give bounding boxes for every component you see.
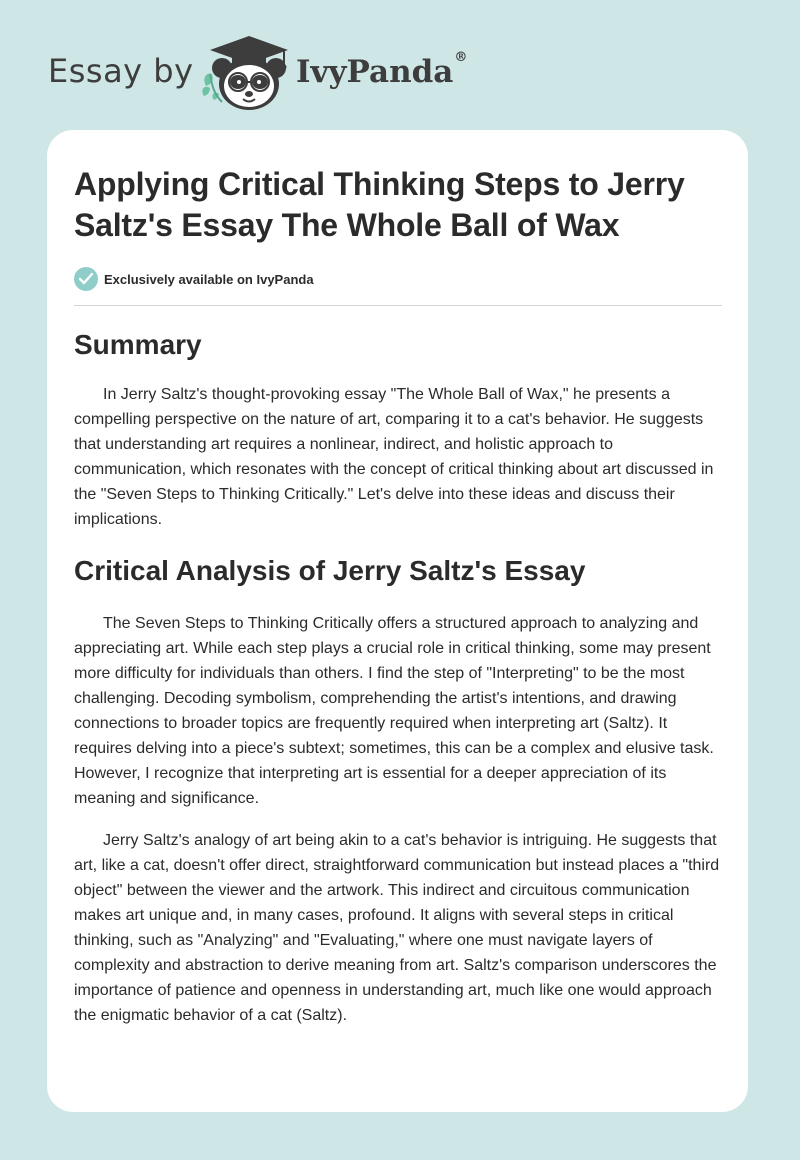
essay-title: Applying Critical Thinking Steps to Jerry Saltz's Essay The Whole Ball of Wax	[74, 166, 685, 243]
exclusive-badge	[74, 266, 722, 292]
paragraph: In Jerry Saltz's thought-provoking essay "The Whole Ball of Wax," he presents a compelling perspective on the nature of art, comparing it to a cat's behavior. He suggests that understanding art requires a nonlinear, indirect, and holistic approach to communication, which resonates with the concept of critical thinking about art discussed in the "Seven Steps to Thinking Critically." Let's delve into these ideas and discuss their implications.	[74, 386, 714, 528]
ivypanda-logo-icon[interactable]	[200, 34, 298, 112]
section-heading-summary: Summary	[74, 329, 202, 360]
brand-name[interactable]	[296, 50, 468, 90]
site-header	[48, 30, 748, 110]
paragraph: Jerry Saltz's analogy of art being akin to a cat's behavior is intriguing. He suggests that art, like a cat, doesn't offer direct, straightforward communication but instead places a "third object" between the viewer and the artwork. This indirect and circuitous communication makes art unique and, in many cases, profound. It aligns with several steps in critical thinking, such as "Analyzing" and "Evaluating," where one must navigate layers of complexity and abstraction to derive meaning from art. Saltz's comparison underscores the importance of patience and openness in understanding art, much like one would approach the enigmatic behavior of a cat (Saltz).	[74, 832, 720, 1024]
paragraph: The Seven Steps to Thinking Critically offers a structured approach to analyzing and appreciating art. While each step plays a crucial role in critical thinking, some may present more difficulty for individuals than others. I find the step of "Interpreting" to be the most challenging. Decoding symbolism, comprehending the artist's intentions, and drawing connections to broader topics are frequently required when interpreting art (Saltz). It requires delving into a piece's subtext; sometimes, this can be a complex and elusive task. However, I recognize that interpreting art is essential for a deeper appreciation of its meaning and significance.	[74, 615, 714, 807]
registered-mark: ®	[454, 50, 468, 65]
essay-card	[47, 130, 748, 1112]
essay-by-label: Essay by	[48, 52, 194, 90]
section-heading-analysis: Critical Analysis of Jerry Saltz's Essay	[74, 555, 586, 586]
divider	[74, 305, 722, 306]
exclusive-text: Exclusively available on IvyPanda	[104, 271, 314, 287]
brand-name-text: IvyPanda	[296, 54, 454, 90]
check-icon	[74, 267, 98, 291]
